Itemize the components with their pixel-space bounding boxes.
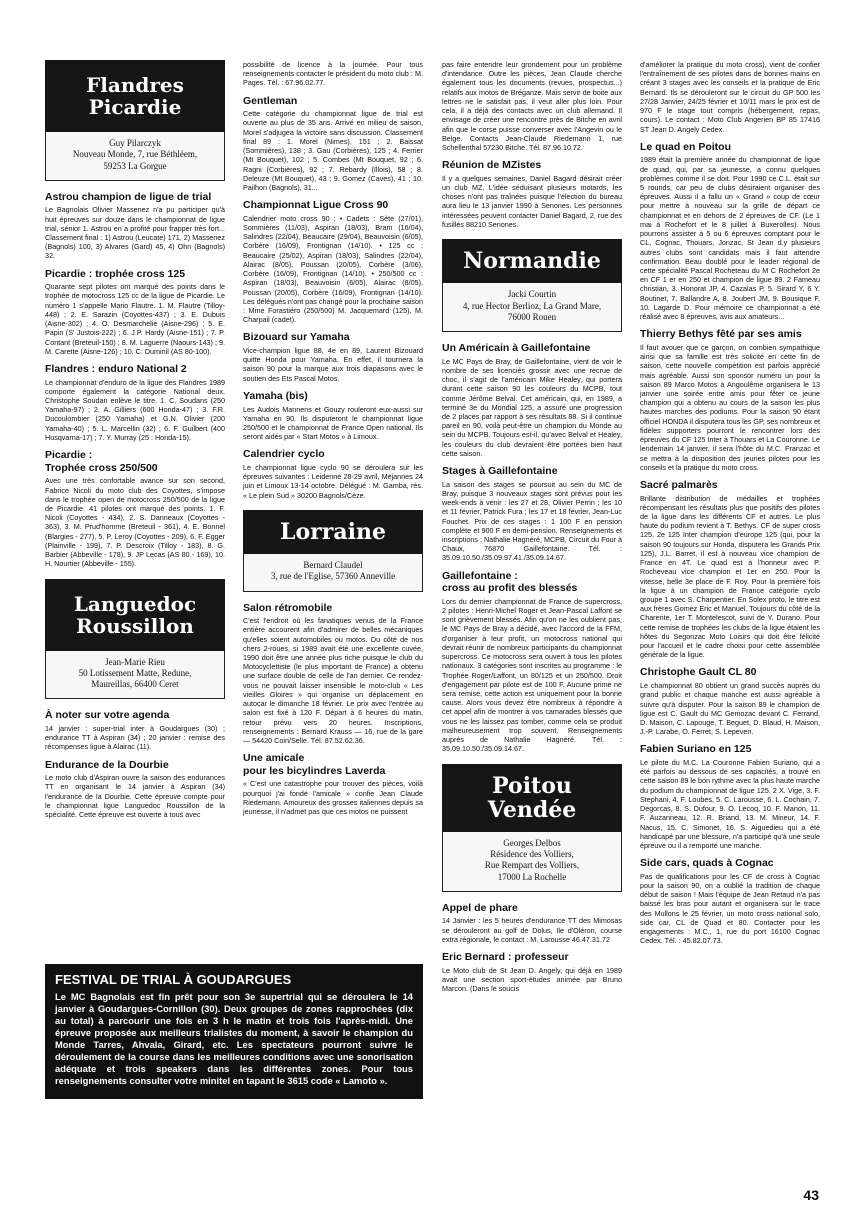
article-heading: Bizouard sur Yamaha	[243, 331, 350, 344]
column-1	[45, 60, 225, 821]
article-heading: Astrou champion de ligue de trial	[45, 190, 212, 203]
article-heading: Stages à Gaillefontaine	[442, 465, 558, 478]
heading-line: Une amicale	[243, 752, 305, 765]
heading-line: cross au profit des blessés	[442, 582, 578, 595]
article-body: Les Audois Mannens et Gouzy rouleront eux-aussi sur Yamaha en 90. Ils disputeront le championnat ligue 250/500 et le championnat de France Open national. Ils seront aidés par « Start Motos » à Limoux.	[243, 404, 423, 442]
contact-residence: Résidence des Volliers,	[490, 849, 574, 860]
column-4	[640, 60, 820, 948]
article-body: possibilité de licence à la journée. Pour tous renseignements contacter le président du moto club : M. Pages. Tél. : 67.96.02.77.	[243, 60, 423, 88]
article-body: Brillante distribution de médailles et trophées récompensant les résultats plus que positifs des pilotes de la ligue dans les différents CF et autres. Le plus haute du podium revient à T. Bethys. CF de super cross 125. 2e 125 Inter champion d'europe 125 (qui, pour la saison 90 toujours sur Honda, disputera les Grands Prix 125), J.L. Barret, il est à nouveau vice champion de France en 4T. Le quad est à l'honneur avec P. Rocheveau vice champion et 1er en 250. Pour la vitesse, belle 3e place de F. Roy. Pour la première fois la ligue à un champion de France catégorie cyclo groupe 1 avec S. Charpentier. En Solex proto, le titre est aux frères Gomez Eric et Manuel. Toujours du côté de la Charente, 1er T. Montelescot, suivi de Y. Durano. Pour cette remise de trophées les clubs de la ligue étaient les hôtes du Segonzac Moto Loisirs qui doit être félicité pour l'accueil et le cadre choisi pour cette assemblée générale de la ligue.	[640, 493, 820, 660]
article-heading: Salon rétromobile	[243, 601, 333, 614]
region-title: Poitou Vendée	[487, 772, 577, 823]
festival-title: FESTIVAL DE TRIAL À GOUDARGUES	[55, 972, 292, 987]
heading-line: pour les bicylindres Laverda	[243, 764, 386, 777]
article-body: Quarante sept pilotes ont marqué des points dans le trophée de motocross 125 cc de la ligue de Picardie. Le numéro 1 s'appelle Mario Flautre. 1. M. Flautre (Tilloy-448) ; 2. E. Sarazin (Coyottes-437) ; 3. E. Dubuis (Aisne-302) ; 4. O. Desmarchelie (Aisne-296) ; 5. E. Papin (S' Justois-222) ; 6. J.P. Hardy (Aisne-151) ; 7. P. Contant (Breteuil-150) ; 8. M. Laguerre (Naours-143) ; 9. M. Carette (Aisne-126) ; 10. C. Duminil (AS 80-100).	[45, 282, 225, 356]
article-heading	[243, 752, 423, 777]
article-heading	[442, 570, 622, 595]
contact-name: Georges Delbos	[503, 837, 561, 848]
article-body: pas faire entendre leur grondement pour un problème d'intendance. Outre les pièces, Jean Claude cherche également tous les documents (revues, prospectus...) relatifs aux motos de Bréganze. Mais servir de boite aux lettres ne le satisfait pas, il veut aller plus loin. Pour cela, il a déjà des contacts avec un club allemand. Il envisage de créer une rencontre près de Bitche en avril afin que le corse puisse converser avec l'Angevin ou le Belge. Contacts Jean-Claude Riedemann 1, rue Schellenthal 57230 Bitche. Tél. 87.96.10.72.	[442, 60, 622, 152]
region-title: Picardie	[88, 95, 182, 119]
article-heading: Endurance de la Dourbie	[45, 758, 169, 771]
contact-name: Guy Pilarczyk	[109, 138, 161, 148]
column-2	[243, 60, 423, 818]
region-box-lorraine	[243, 510, 423, 554]
article-heading: Picardie : trophée cross 125	[45, 267, 186, 280]
article-body: Cette catégorie du championnat ligue de trial est ouverte au plus de 35 ans. Arrivé en milieu de saison, Morel s'adjugea la victoire sans discussion. Classement final 89 : 1. Morel (Nimes), 151 ; 2. Baissat (Sommières), 138 ; 3. Gau (Corbières), 125 ; 4. Ferrier (Mt Bouquet), 102 ; 5. Combes (Mt Bouquet, 92 ; 6. Ragni (Corbières), 92 ; 7. Rebardy (Illois), 58 ; 8. Deleuze (Mt Bouquet), 43 ; 9. Gomez (Caves), 41 ; 10. Pailhon (Bagnols), 31...	[243, 109, 423, 192]
contact-city: 17000 La Rochelle	[497, 871, 567, 882]
region-title: Flandres	[86, 73, 184, 97]
article-body: Il faut avouer que ce garçon, on combien sympathique ainsi que sa famille est très solicité en cette fin de saison, cette nouvelle compétition est parfois apprécié mais agréable. Aussi son sponsor numéro un pour la saison 89 Marco Motos à Angoulême organisera le 13 janvier une soirée entre amis pour fêter ce jeune champion qui a obtenu au cours de la saison les plus hautes marches des podiums. Pour la saison 90 étant officiel HONDA il disputera tous les GP, ses nombreux et fidèles supporters pourront le rencontrer lors des épreuves du CF 125 Inter à Thouars et La Couronne. Le lendemain 14 janvier, il sera l'hôte du M.C. Franzac et se mettra à la disposition des jeunes pilotes pour les conseils et la pratique du moto cross.	[640, 342, 820, 472]
region-address	[45, 132, 225, 181]
article-body: d'améliorer la pratique du moto cross), vient de confier l'entraînement de ses pilotes dans de bonnes mains en créant 3 stages avec les conseils et la pratique de Eric Bernard. Ils se dérouleront sur le circuit du GP 500 les 27/28 Janvier, 24/25 février et 10/11 mars le prix est de 970 F le stage tout compris (hébergement, repas, cours). Le contact : Moto Club Angerien BP 85 17416 ST Jean D. Angely Cedex.	[640, 60, 820, 134]
region-title: Languedoc	[73, 591, 197, 616]
region-box-poitou-vendee	[442, 764, 622, 832]
article-heading: Sacré palmarès	[640, 478, 718, 491]
contact-street: 3, rue de l'Eglise, 57360 Anneville	[270, 571, 396, 582]
article-body: Il y a quelques semaines, Daniel Bagard désirait créer un club MZ. L'idée séduisant plusieurs motards, les choses n'ont pas traînées puisque l'élection du bureau aura lieu le 13 janvier 1990 à Senones. Les personnes intéressées peuvent contacter Daniel Bagard, 2, rue des fusillés 88210 Senones.	[442, 173, 622, 229]
heading-line: Gaillefontaine :	[442, 569, 518, 582]
article-body: Le MC Pays de Bray, de Gaillefontaine, vient de voir le nombre de ses licenciés grossir avec une recrue de choc, il s'agit de l'américain Mike Healey, qui portera durant cette saison 90 les couleurs du MCPB, tout comme Jérôme Belval. Cet américain, qui, en 1989, a terminé 3e du Mondial 125, a assuré une progression de 2 places par rapport à ses résultats 88. Si il continue pareil en 90, voilà peut-être un champion du Monde au sein du MCPB. Toujours est-il, qu'avec Belval et Healey, les couleurs du club devraient être portées bien haut cette saison.	[442, 356, 622, 458]
article-body: Le Moto club de St Jean D. Angely, qui déjà en 1989 avait une section sport-études animée par Bruno Marcon. (Dans le soucis	[442, 965, 622, 994]
article-body: C'est l'endroit où les fanatiques venus de la France entière accourent afin d'admirer de belles mécaniques qu'elles soient automobiles ou motos. Du côté de nos chers 2-roues, si 1989 avait été une excellente cuvée, 1990 doit être une année plus riche puisque le club du Motocyclettiste (le plus important de France) a obtenu une surface double de celle de l'an dernier. Ce rendez-vous ne pouvait laisser insensible le moto-club « Les vieilles Gloires » qui organise un déplacement en autocar le dimanche 18 février. Le prix avec l'entrée au salon est fixé à 120 F. Départ à 6 heures du matin, retour prévu vers 20 heures. Inscriptions, renseignements : Bernard Krauss — 16, rue de la gare — 54420 Coin/Selle. Tél. 87.52.62.36.	[243, 616, 423, 745]
festival-text: Le MC Bagnolais est fin prêt pour son 3e supertrial qui se déroulera le 14 janvier à Goudargues-Cornillon (30). Deux groupes de zones rapprochées (dix au total) à parcourir une fois en 3 h le matin et trois fois l'après-midi. Une épreuve proposée aux meilleurs trialistes du moment, à savoir le champion du Monde Tarres, Ahvala, Girard, etc. Les spectateurs pourront suivre le déroulement de la course dans les meilleures conditions avec une sonorisation adéquate et trois speakers dans les différentes zones. Pour tous renseignements consulter votre minitel en tapant le 3615 code « Lamoto ».	[55, 991, 413, 1087]
contact-city: 59253 La Gorgue	[103, 160, 167, 171]
article-body: Le championnat ligue cyclo 90 se déroulera sur les épreuves suivantes : Leidenne 28-29 avril, Méjannes 24 juin et Limoux 13-14 octobre. Délégué : M. Gamba, rés. « Le plein Sud » 30200 Bagnols/Cèze.	[243, 462, 423, 500]
article-body: Le Bagnolais Olivier Massenez n'a pu participer qu'à huit épreuves sur douze dans le championnat de ligue trial, sénior 1. Astrou en a profité pour frapper très fort... Classement final : 1) Astrou (Leucate) 171, 2) Massenez (Bagnols) 100, 3) Alvares (Gard) 45, 4) Ohn (Bagnols) 32.	[45, 205, 225, 261]
region-address	[243, 554, 423, 592]
article-body: Calendrier moto cross 90 : • Cadets : Sète (27/01), Sommières (11/03), Aspiran (18/03), Bram (16/04), Salindres (22/04), Beaucaire (29/04), Beauvoisin (6/05), Corbère (16/09), Frontignan (14/10). • 125 cc : Beaucaire (25/02), Aspiran (18/03), Salindres (22/04), Alairac (8/05), Poussan (20/05), Corbère (3/06), Corbère (16/09), Frontignan (14/10). • 250/500 cc : Aspiran (18/03), Beauvoisin (6/05), Alairac (8/05), Poussan (20/05), Corbère (16/09), Frontignan (14/10). Les délégués n'ont pas changé pour la prochaine saison : Mme Forastiéro (250/500) M. Jacquemard (125), M. Charpail (cadet).	[243, 213, 423, 325]
article-body: Lors du dernier championnat de France de supercross, 2 pilotes : Henri-Michel Roger et Jean-Pascal Laffont se sont grièvement blessés. Afin qu'on ne les oublient pas, le MC Pays de Bray a décidé, avec l'accord de la FFM, d'organiser à leur profit, un motocross national qui devrait réunir de nombreux participants du championnat supercross. Ce motocross sera ouvert à tous les pilotes nationaux. 3 catégories sont inscrites au programme : le Trophée Roger/Laffont, un 80/125 et un 250/500. Droit d'engagement par pilote est de 100 F. Aucune prime ne sera remise, cette action est uniquement pour la bonne cause. Alors vous devez être nombreux à répondre à cet appel afin de montrer à vos camarades blessés que vous ne les laissez pas tomber, comme cela se produit malheureusement trop souvent. Renseignements auprès de Nathalie Hagnéré. Tél. : 35.09.10.50./35.09.14.67.	[442, 596, 622, 754]
contact-street: Nouveau Monde, 7, rue Béthléem,	[72, 149, 198, 160]
article-body: Le pilote du M.C. La Couronne Fabien Suriano, qui a été parfois au dessous de ses capacités, a trouvé en cette saison 89 le bon rythme avec la plus haute marche du podium du championnat de ligue 125. 2 X. Vige, 3. F. Stephani, 4. F. Loubes, 5. C. Larousse, 6. L. Cochain, 7. Degorcas, 8. S. Dufour, 9. O. Lecoq, 10. F. Manon, 11. F. Auzanneau, 12. R. Briand, 13. M. Mineur, 14. F. Nacus, 15. C. Simonet, 16. S. Aiguedieu qui a été handicapé par une blessure, n'a participé qu'à une seule épreuve ou il a remporté une manche.	[640, 757, 820, 850]
article-body: Le moto club d'Aspiran ouvre la saison des endurances TT en organisant le 14 janvier à Aspiran (34) l'endurance de la Dourbie. Cette épreuve compte pour le championnat ligue Languedoc Roussillon de la spécialité. Cette épreuve est ouverte à tous avec	[45, 773, 225, 819]
article-heading: Calendrier cyclo	[243, 448, 325, 461]
contact-city: 76000 Rouen	[507, 311, 557, 322]
article-body: 14 Janvier : les 5 heures d'endurance TT des Mimosas se dérouleront au golf de Dolus, Ile d'Oléron, course extra régionale, le contact : M. Larousse 46.47.31.72	[442, 916, 622, 944]
contact-name: Jean-Marie Rieu	[105, 656, 165, 667]
article-heading: À noter sur votre agenda	[45, 709, 170, 722]
article-heading: Fabien Suriano en 125	[640, 743, 752, 756]
contact-street: Rue Rempart des Volliers,	[484, 860, 580, 871]
article-body: La saison des stages se poursuit au sein du MC de Bray, puisque 3 nouveaux stages sont prévus pour les week-ends à venir : les 27 et 28, Olivier Perrin ; les 10 et 11 février, Patrick Fura ; les 17 et 18 février, Jean-Luc Fouchet. Prix de ces stages : 1 100 F en pension complète et 900 F en demi-pension. Renseignements et inscriptions : Nathalie Hagnéré, MCPB, Circuit du Four à Chaux, 76870 Gaillefontaine. Tél. : 35.09.10.50./35.09.97.41./35.09.14.67.	[442, 479, 622, 563]
article-heading: Gentleman	[243, 94, 298, 107]
article-body: Pas de qualifications pour les CF de cross à Cognac pour la saison 90, on a oublié la tradition de chaque début de saison ! Mais l'équipe de Jean Retaud n'a pas baissé les bras pour autant et organisera sur le trace des Mullons le 25 février, un moto cross national solo, side car, CL de Quad et 80. Contacter pour les engagements : M.C., 1, rue du port 16100 Cognac Cedex. Tél. : 45.82.07.73.	[640, 871, 820, 946]
article-body: 14 janvier : super-trial inter à Goudargues (30) ; endurance TT à Aspiran (34) ; 20 janvier : remise des récompenses ligue à Alairac (11).	[45, 723, 225, 752]
region-address	[442, 283, 622, 332]
contact-name: Jacki Courtin	[507, 289, 557, 300]
article-heading: Un Américain à Gaillefontaine	[442, 342, 591, 355]
region-address	[45, 651, 225, 700]
article-body: 1989 était la première année du championnat de ligue de quad, qui, par sa jeunesse, a connu quelques problèmes comme il se doit. Pour 1990 ce C.L. était sur 5 rounds, car peu de clubs désiraient organiser des épreuves. Aussi il a fallu un « Grand » coup de cœur pour mettre à nouveau sur la grille de départ ce championnat et en dehors de 2 épreuves de CF. (Le 1 mai à Rochefort et le 8 juillet à Buxerolles). Nous pourrons assister à 5 ou 6 épreuves comptant pour le CL, Cognac, Thouars, Jonzac, St Jean d.y plusieurs autres clubs sont candidats mais il faut attendre confirmation. Beau doublé pour le leader régional de cette spécialité Pascal Rocheteau du M C Rochefort 2e en CF 1 er en 250 et champion de ligue 89. 2 Fameau christian, 3. Honorat JP, 4. Cazalas P, 5. Sirard Y, 6 Y. Boutinet, 7. Ballandre A, 8. Joubert JM, 9. Bousique F, 10. Lagarde D. Pour mémoire ce championnat a été réalisé avec 8 épreuves, avis aux amateurs...	[640, 155, 820, 322]
article-body: Vice-champion ligue 88, 4e en 89, Laurent Bizouard quitte Honda pour Yamaha. En effet, il tournera la saison 90 pour la marque aux trois diapasons avec le soutien des Ets Pascal Motos.	[243, 346, 423, 383]
contact-city: Maureillas, 66400 Ceret	[91, 679, 179, 689]
article-body: Avec une très confortable avance sur son second, Fabrice Nicoli du moto club des Coyottes, s'impose dans le trophée open de motocross 250/500 de la ligue de Picardie. 41 pilotes ont marqué des points. 1. F. Nicoli (Coyottes - 434), 2. S. Danneaux (Coyottes - 363), 3. M. Prud'homme (Breteuil - 361), 4. E. Bonnel (Blargies - 277), 5. P. Leroy (Coyottes - 209), 6. F. Egger (Plainville - 199), 7. P. Descroix (Tilloy - 183), 8. G. Barbier (Abbeville - 178), 9. JP Lecas (AS 80 - 169), 10. H. Nourtier (Abbeville - 155).	[45, 476, 225, 569]
article-heading: Réunion de MZistes	[442, 159, 542, 172]
article-heading	[45, 449, 225, 474]
page-number: 43	[803, 1187, 819, 1203]
article-heading: Eric Bernard : professeur	[442, 951, 569, 964]
article-body: Le championnat d'enduro de la ligue des Flandres 1989 comporte également la catégorie National deux. Christophe Soudan enlève le titre. 1. C. Soudans (250 Yamaha-97) ; 2. A. Gilliers (600 Honda-47) ; 3. F.R. Ducoulombier (250 Yamaha) et G.N. Olivier (200 Yamaha-40) ; 5. L. Marcellin (32) ; 6. F. Guilbert (400 Husqvarna-17) ; 7. Y. Murray (25 : Honda-15).	[45, 377, 225, 442]
region-box-languedoc-roussillon	[45, 579, 225, 651]
festival-box	[45, 964, 423, 1099]
article-heading: Championnat Ligue Cross 90	[243, 199, 389, 212]
article-heading: Thierry Bethys fêté par ses amis	[640, 328, 802, 341]
heading-line: Trophée cross 250/500	[45, 461, 158, 474]
article-heading: Side cars, quads à Cognac	[640, 857, 774, 870]
region-address	[442, 832, 622, 892]
region-title: Roussillon	[76, 613, 194, 638]
article-heading: Appel de phare	[442, 901, 518, 914]
contact-street: 50 Lotissement Matte, Redune,	[78, 667, 192, 678]
region-box-normandie	[442, 239, 622, 283]
contact-name: Bernard Claudel	[303, 560, 363, 571]
heading-line: Picardie :	[45, 449, 93, 462]
region-box-flandres-picardie	[45, 60, 225, 132]
article-heading: Flandres : enduro National 2	[45, 363, 187, 375]
article-heading: Christophe Gault CL 80	[640, 666, 757, 679]
column-3	[442, 60, 622, 995]
article-body: Le championnat 80 obtient un grand succès auprès du grand public et chaque manche est aussi agréable à suivre qu'à disputer. Pour la saison 89 le champion de ligue est C. Gault du MC Gemozac devant C. Ferrand, D. Maison, C. Lapouge, T. Beguet, D. Blaud, H. Maison, J.-P. Larabe, O. Ferret, S. Lepeven.	[640, 681, 820, 737]
article-heading: Yamaha (bis)	[243, 389, 308, 402]
article-heading: Le quad en Poitou	[640, 140, 731, 153]
region-title: Normandie	[463, 248, 601, 275]
region-title: Lorraine	[280, 518, 386, 545]
contact-street: 4, rue Hector Berlioz, La Grand Mare,	[462, 300, 602, 311]
article-body: « C'est une catastrophe pour trouver des pièces, voilà pourquoi j'ai fondé l'amicale » confie Jean Claude Riedemann. Amoureux des grosses italiennes depuis sa jeunesse, il n'admet pas que ces motos ne puissent	[243, 779, 423, 817]
